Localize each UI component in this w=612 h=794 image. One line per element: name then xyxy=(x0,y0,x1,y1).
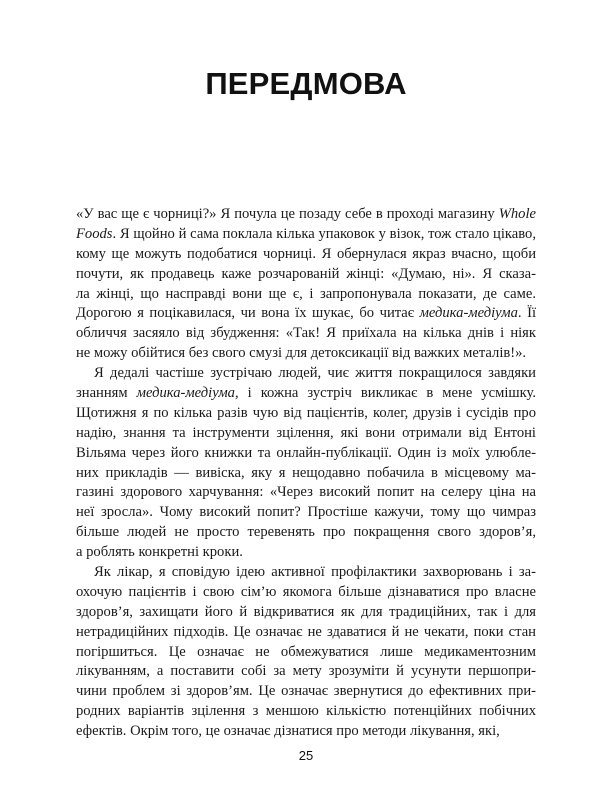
page-title: ПЕРЕДМОВА xyxy=(205,66,407,101)
text-run: Щотижня я по кілька разів чую від пацієнтів, колег, друзів і сусідів про xyxy=(76,404,536,421)
body-text xyxy=(76,205,536,742)
text-run: Як лікар, я сповідую ідею активної профілактики захворювань і за- xyxy=(94,564,536,581)
text-run: кому ще можуть подобатися чорниці. Я обернулася якраз вчасно, щоби xyxy=(76,245,536,262)
text-line xyxy=(76,543,536,563)
text-line xyxy=(76,304,536,324)
text-run: ефектів. Окрім того, це означає дізнатися про методи лікування, які, xyxy=(76,723,500,740)
italic-text: медика-медіума xyxy=(419,305,518,322)
text-line xyxy=(76,444,536,464)
text-run: лікуванням, а поставити собі за мету зрозуміти й усунути першопри- xyxy=(76,663,536,680)
text-line xyxy=(76,603,536,623)
text-line xyxy=(76,623,536,643)
text-run: більше людей не просто теревенять про покращення свого здоров’я, xyxy=(76,524,536,541)
italic-text: Whole xyxy=(498,206,536,222)
text-line xyxy=(76,265,536,285)
text-run: почути, як продавець каже розчарованій жінці: «Думаю, ні». Я сказа- xyxy=(76,265,536,282)
text-line xyxy=(76,384,536,404)
text-line xyxy=(76,225,536,245)
text-line xyxy=(76,464,536,484)
text-line xyxy=(76,563,536,583)
text-line xyxy=(76,722,536,742)
text-line xyxy=(76,483,536,503)
text-run: родних варіантів зцілення з меншою кількістю потенційних побічних xyxy=(76,703,536,720)
text-run: здоров’я, захищати його й відкриватися як для традиційних, так і для xyxy=(76,603,536,620)
text-run: Вільяма через його книжки та онлайн-публікації. Один із моїх улюбле- xyxy=(76,444,536,461)
paragraph xyxy=(76,563,536,742)
text-run: не можу обійтися без свого смузі для детоксикації від важких металів!». xyxy=(76,345,527,362)
text-run: нетрадиційних підходів. Це означає не здаватися й не чекати, поки стан xyxy=(76,623,536,640)
text-run: газині здорового харчування: «Через високий попит на селеру ціна на xyxy=(76,484,536,501)
text-run: надію, знання та інструменти зцілення, які вони отримали від Ентоні xyxy=(76,424,536,441)
text-line xyxy=(76,424,536,444)
text-line xyxy=(76,344,536,364)
text-run: неї зросла». Чому високий попит? Простіше кажучи, тому що чимраз xyxy=(76,504,536,521)
text-line xyxy=(76,324,536,344)
text-line xyxy=(76,404,536,424)
text-line xyxy=(76,643,536,663)
text-run: . Я щойно й сама поклала кілька упаковок у візок, тож стало цікаво, xyxy=(112,225,536,242)
text-line xyxy=(76,285,536,305)
text-run: Я дедалі частіше зустрічаю людей, чиє життя покращилося завдяки xyxy=(94,365,536,382)
text-run: охочую пацієнтів і свою сім’ю якомога більше дізнаватися про власне xyxy=(76,583,536,600)
italic-text: медика-медіума xyxy=(136,385,235,402)
paragraph xyxy=(76,364,536,563)
text-line xyxy=(76,682,536,702)
text-line xyxy=(76,205,536,225)
text-run: знанням xyxy=(76,385,137,402)
text-line xyxy=(76,364,536,384)
text-run: «У вас ще є чорниці?» Я почула це позаду себе в проході магазину xyxy=(76,206,499,222)
text-line xyxy=(76,583,536,603)
text-run: чини проблем зі здоров’ям. Це означає звернутися до ефективних при- xyxy=(76,683,536,700)
italic-text: Foods xyxy=(76,225,113,242)
text-run: а роблять конкретні кроки. xyxy=(76,544,243,561)
text-run: , і кожна зустріч викликає в мене усмішку. xyxy=(234,385,536,402)
text-line xyxy=(76,245,536,265)
text-line xyxy=(76,523,536,543)
text-line xyxy=(76,503,536,523)
text-run: погіршиться. Це означає не обмежуватися лише медикаментозним xyxy=(76,643,536,660)
text-run: них прикладів — вивіска, яку я нещодавно побачила в місцевому ма- xyxy=(76,464,536,481)
text-run: Дорогою я поцікавилася, чи вона їх шукає, бо читає xyxy=(76,305,420,322)
text-line xyxy=(76,702,536,722)
text-run: . Її xyxy=(517,305,536,322)
text-run: ла жінці, що насправді вони ще є, і запропонувала показати, де саме. xyxy=(76,285,536,302)
text-line xyxy=(76,662,536,682)
paragraph xyxy=(76,205,536,364)
page-number: 25 xyxy=(298,748,314,763)
text-run: обличчя засяяло від збудження: «Так! Я приїхала на кілька днів і ніяк xyxy=(76,325,536,342)
